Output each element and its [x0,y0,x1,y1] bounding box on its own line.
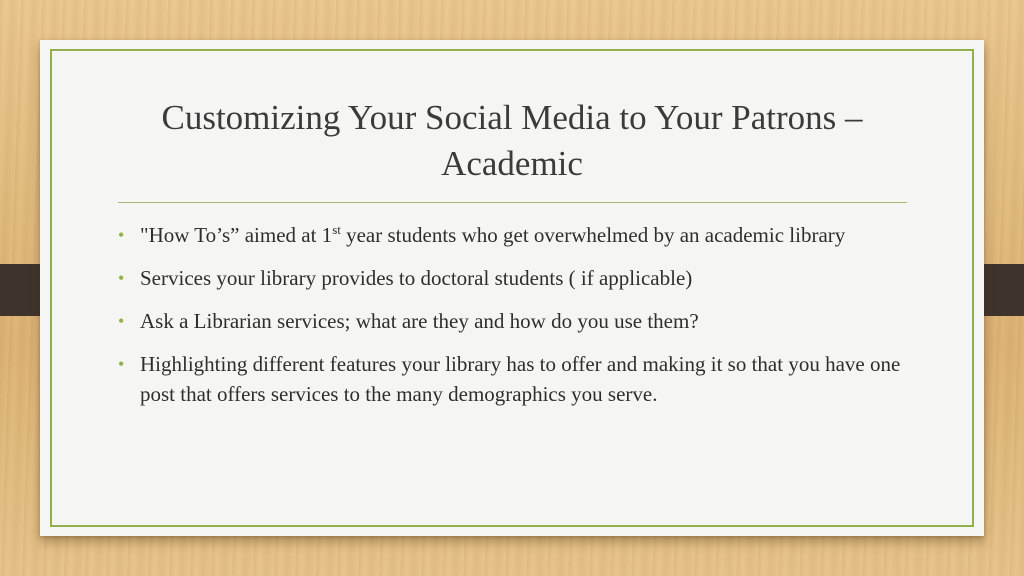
bullet-text-post: year students who get overwhelmed by an academic library [340,223,846,247]
bullet-dot-icon: • [118,268,125,288]
slide-title-line1: Customizing Your Social Media to Your Patrons – [161,98,863,137]
title-divider [118,202,907,203]
bullet-dot-icon: • [118,311,125,331]
bullet-text: Highlighting different features your library has to offer and making it so that you have one post that offers services to the many demographics you serve. [140,352,901,406]
bullet-item-doctoral-services [118,263,914,293]
bullet-item-ask-a-librarian [118,306,914,336]
bullet-item-how-tos [118,220,914,250]
bullet-dot-icon: • [118,354,125,374]
bullet-list [118,220,914,422]
slide-title-line2: Academic [441,144,583,183]
bullet-text-superscript: st [332,222,341,237]
bullet-text: Ask a Librarian services; what are they and how do you use them? [140,309,699,333]
slide-card [40,40,984,536]
bullet-text: Services your library provides to doctoral students ( if applicable) [140,266,693,290]
slide-title [100,95,924,187]
bullet-dot-icon: • [118,225,125,245]
bullet-item-highlighting-features [118,349,914,409]
bullet-text-pre: "How To’s” aimed at 1 [140,223,333,247]
